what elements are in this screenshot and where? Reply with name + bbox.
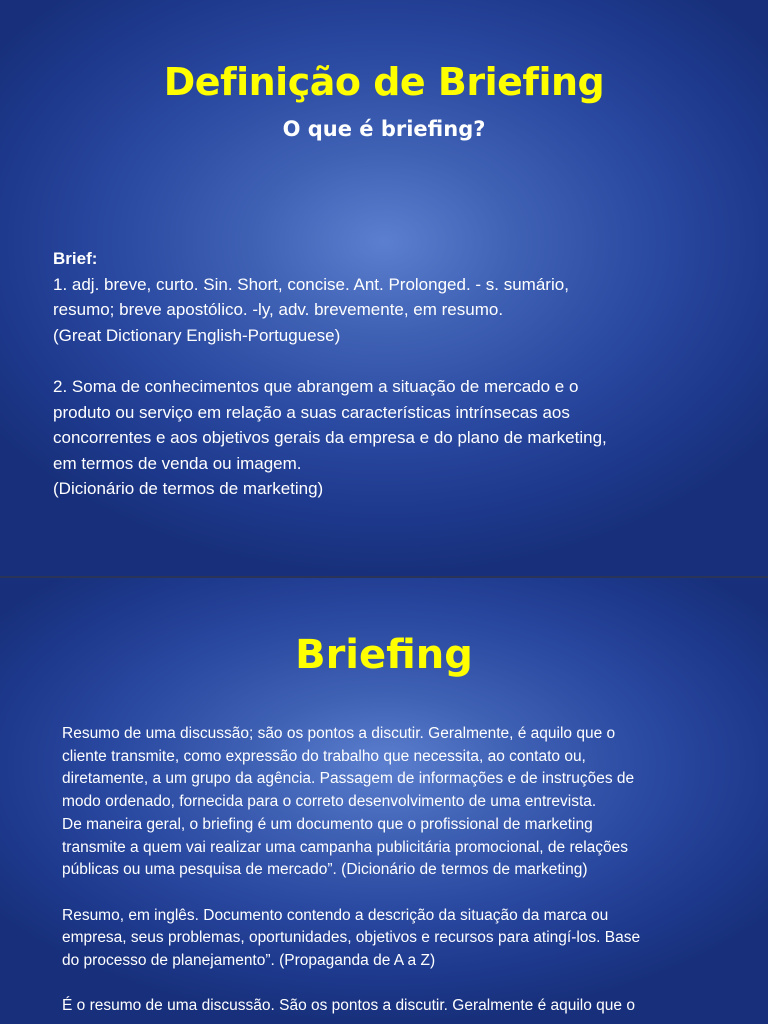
paragraph-line: empresa, seus problemas, oportunidades, objetivos e recursos para atingí-los. Base <box>62 929 641 947</box>
paragraph-line: cliente transmite, como expressão do trabalho que necessita, ao contato ou, <box>62 747 586 765</box>
paragraph-line: diretamente, a um grupo da agência. Passagem de informações e de instruções de <box>62 770 635 788</box>
slide-subtitle: O que é briefing? <box>282 117 486 141</box>
slide-title: Definição de Briefing <box>163 60 605 104</box>
paragraph-line: De maneira geral, o briefing é um documento que o profissional de marketing <box>62 815 593 833</box>
slide-title: Briefing <box>295 632 473 678</box>
briefing-body <box>62 723 722 1018</box>
paragraph-gap <box>53 348 743 374</box>
slide-briefing <box>0 578 768 1024</box>
paragraph-line: Resumo, em inglês. Documento contendo a descrição da situação da marca ou <box>62 906 609 924</box>
definition-line: 2. Soma de conhecimentos que abrangem a situação de mercado e o <box>53 376 579 396</box>
term-label: Brief: <box>53 249 98 268</box>
definition-line: em termos de venda ou imagem. <box>53 453 302 473</box>
paragraph-line: É o resumo de uma discussão. São os pontos a discutir. Geralmente é aquilo que o <box>62 997 635 1015</box>
paragraph-line: transmite a quem vai realizar uma campanha publicitária promocional, de relações <box>62 838 629 856</box>
definition-line: concorrentes e aos objetivos gerais da empresa e do plano de marketing, <box>53 428 607 448</box>
paragraph-line: modo ordenado, fornecida para o correto desenvolvimento de uma entrevista. <box>62 793 597 811</box>
definition-source: (Dicionário de termos de marketing) <box>53 479 324 499</box>
paragraph-line: do processo de planejamento”. (Propaganda de A a Z) <box>62 952 436 970</box>
definition-line: resumo; breve apostólico. -ly, adv. brevemente, em resumo. <box>53 300 504 320</box>
definition-source: (Great Dictionary English-Portuguese) <box>53 325 341 345</box>
paragraph-gap <box>62 882 722 905</box>
definition-body <box>53 246 743 502</box>
definition-line: 1. adj. breve, curto. Sin. Short, concise. Ant. Prolonged. - s. sumário, <box>53 274 569 294</box>
paragraph-line: Resumo de uma discussão; são os pontos a discutir. Geralmente, é aquilo que o <box>62 725 616 742</box>
paragraph-gap <box>62 973 722 996</box>
paragraph-line: públicas ou uma pesquisa de mercado”. (Dicionário de termos de marketing) <box>62 861 588 879</box>
definition-line: produto ou serviço em relação a suas características intrínsecas aos <box>53 402 570 422</box>
